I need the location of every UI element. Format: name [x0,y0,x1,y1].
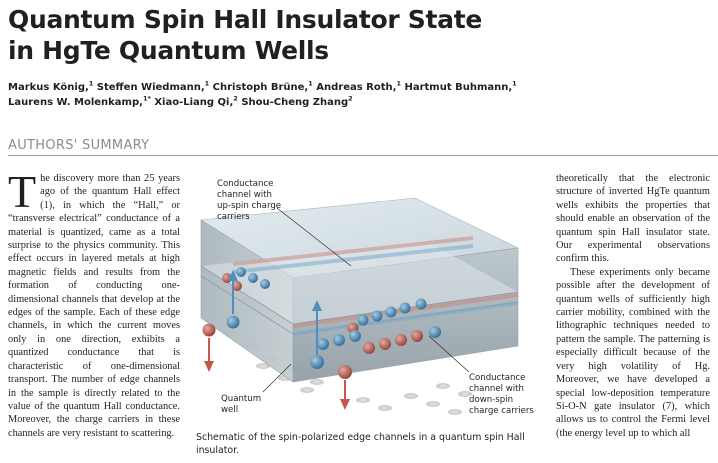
label-quantum-well: Quantum well [221,394,262,415]
section-divider [8,155,718,156]
spin-down-arrow [338,365,352,410]
body-paragraph [8,172,180,440]
label-up-spin-channel: Conductance channel with up-spin charge carriers [217,179,282,222]
schematic-figure [193,168,543,430]
section-heading: AUTHORS' SUMMARY [8,138,150,153]
body-paragraph: These experiments only became possible after the development of quantum wells of sufficiently high carrier mobility, combined with the lithographic techniques needed to pattern the sample. The patterning is especially difficult because of the very high volatility of Hg. Moreover, we have developed a special low-deposition temperature Si-O-N gate insulator (7), which allows us to control the Fermi level (the energy level up to which all [556,266,710,439]
author-list [8,80,708,110]
author: Shou-Cheng Zhang$^2$ [241,94,353,108]
label-down-spin-channel: Conductance channel with down-spin charge carriers [469,373,534,416]
body-paragraph: theoretically that the electronic structure of inverted HgTe quantum wells exhibits the properties that should enable an observation of the quantum spin Hall insulator state. Our experimental observations confirm this. [556,173,710,265]
author: Christoph Brüne,$^1$ [212,79,313,93]
author: Andreas Roth,$^1$ [316,79,401,93]
author: Steffen Wiedmann,$^1$ [96,79,210,93]
spin-down-arrow [203,324,216,373]
paragraph-text: he discovery more than 25 years ago of the quantum Hall effect (1), in which the “Hall,” or “transverse electrical” conductance of a material is quantized, came as a total surprise to the physics community. This effect occurs in layered metals at high magnetic fields and results from the formation of conducting one-dimensional channels that develop at the edges of the sample. Each of these edge channels, in which the current moves only in one direction, exhibits a quantized conductance that is characteristic of one-dimensional transport. The number of edge channels in the sample is directly related to the value of the quantum Hall conductance. Moreover, the charge carriers in these channels are very resistant to scattering. [8,173,180,439]
article-title [8,4,608,66]
author: Markus König,$^1$ [8,79,94,93]
drop-cap: T [8,172,37,217]
author: Laurens W. Molenkamp,$^{1*}$ [8,94,151,108]
title-line-2: in HgTe Quantum Wells [8,36,329,65]
author: Hartmut Buhmann,$^1$ [404,79,517,93]
body-column-right [556,172,710,463]
body-column-left [8,172,180,463]
author: Xiao-Liang Qi,$^2$ [154,94,238,108]
title-line-1: Quantum Spin Hall Insulator State [8,5,483,34]
figure-caption: Schematic of the spin-polarized edge channels in a quantum spin Hall insulator. [196,432,525,456]
